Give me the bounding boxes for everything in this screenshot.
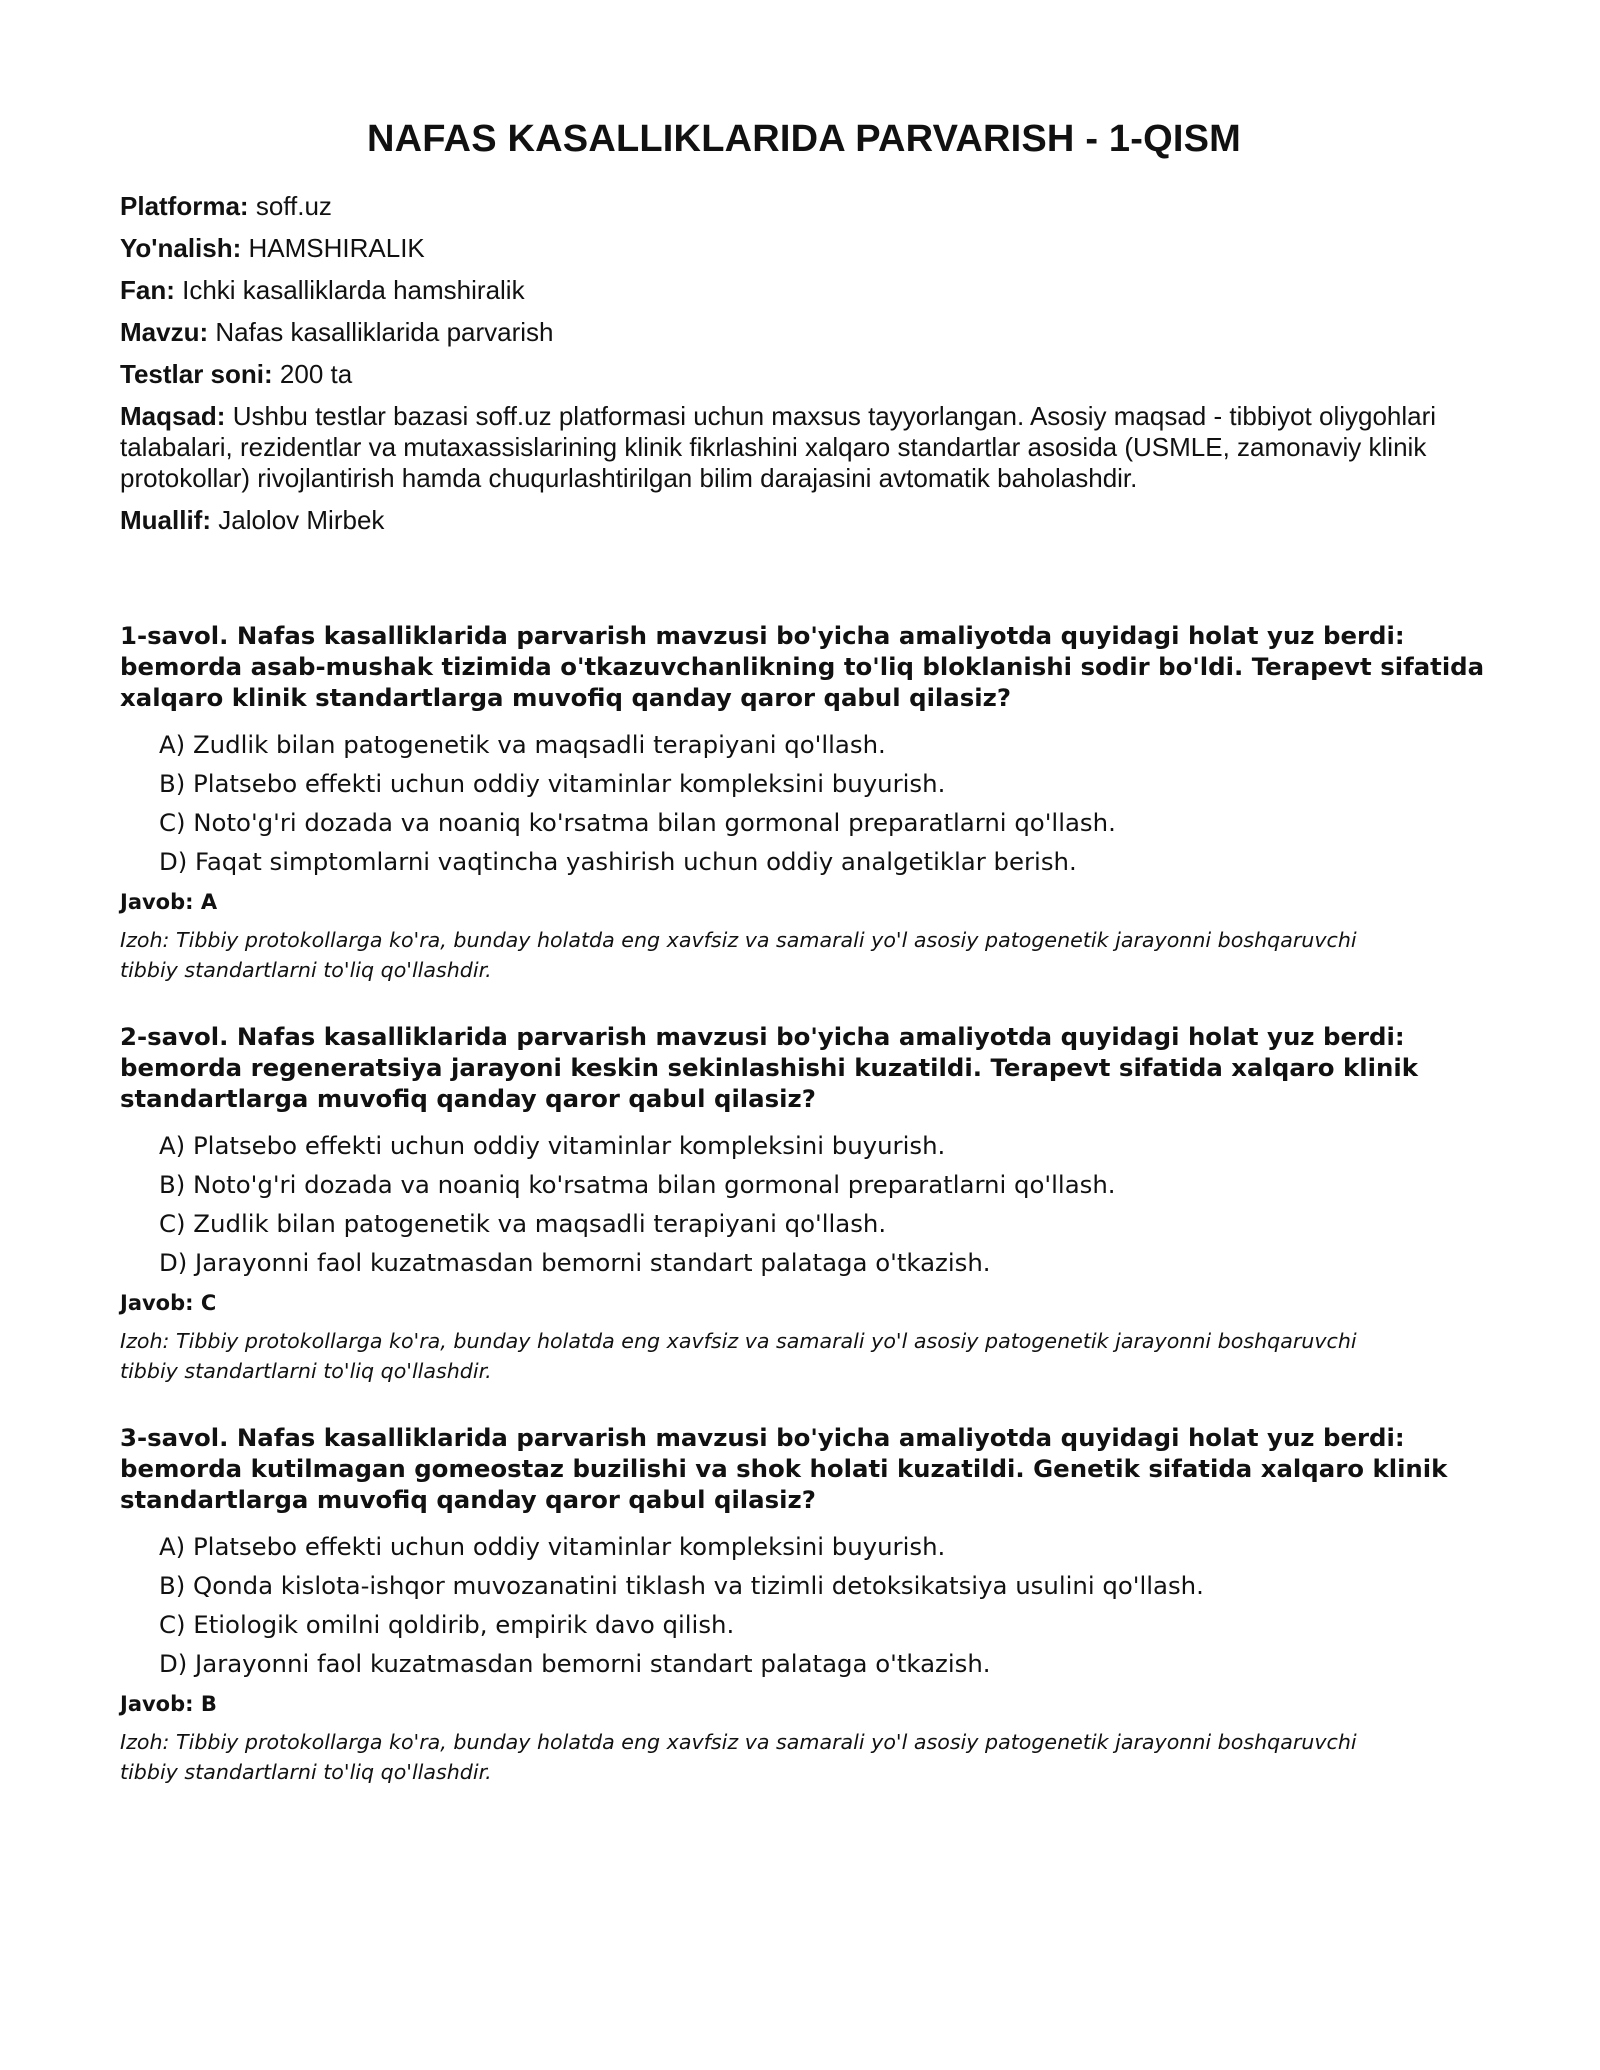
meta-topic <box>120 317 1500 348</box>
meta-value: HAMSHIRALIK <box>248 233 425 263</box>
answer-explanation: Izoh: Tibbiy protokollarga ko'ra, bunday holatda eng xavfsiz va samarali yo'l asosiy patogenetik jarayonni boshqaruvchi tibbiy standartlarni to'liq qo'llashdir. <box>120 1329 1357 1383</box>
question-3 <box>120 1422 1500 1787</box>
question-list <box>120 620 1500 1787</box>
meta-key: Testlar soni: <box>120 359 273 389</box>
option-b: B) Noto'g'ri dozada va noaniq ko'rsatma bilan gormonal preparatlarni qo'llash. <box>159 1170 1116 1199</box>
answer-options <box>120 725 1500 881</box>
meta-author <box>120 505 1500 536</box>
answer-options <box>120 1126 1500 1282</box>
option-a: A) Zudlik bilan patogenetik va maqsadli terapiyani qo'llash. <box>159 730 886 759</box>
question-text: 2-savol. Nafas kasalliklarida parvarish mavzusi bo'yicha amaliyotda quyidagi holat yuz berdi: bemorda regeneratsiya jarayoni keskin sekinlashishi kuzatildi. Terapevt sifatida xalqaro klinik standartlarga muvofiq qanday qaror qabul qilasiz? <box>120 1022 1418 1113</box>
option-d: D) Jarayonni faol kuzatmasdan bemorni standart palataga o'tkazish. <box>159 1649 991 1678</box>
option-c: C) Noto'g'ri dozada va noaniq ko'rsatma bilan gormonal preparatlarni qo'llash. <box>159 808 1116 837</box>
meta-key: Platforma: <box>120 191 249 221</box>
option-b: B) Qonda kislota-ishqor muvozanatini tiklash va tizimli detoksikatsiya usulini qo'llash. <box>159 1571 1204 1600</box>
question-text: 3-savol. Nafas kasalliklarida parvarish mavzusi bo'yicha amaliyotda quyidagi holat yuz berdi: bemorda kutilmagan gomeostaz buzilishi va shok holati kuzatildi. Genetik sifatida xalqaro klinik standartlarga muvofiq qanday qaror qabul qilasiz? <box>120 1423 1448 1514</box>
option-d: D) Faqat simptomlarni vaqtincha yashirish uchun oddiy analgetiklar berish. <box>159 847 1077 876</box>
meta-key: Yo'nalish: <box>120 233 242 263</box>
meta-value: Jalolov Mirbek <box>218 505 385 535</box>
option-d: D) Jarayonni faol kuzatmasdan bemorni standart palataga o'tkazish. <box>159 1248 991 1277</box>
meta-value: 200 ta <box>279 359 353 389</box>
answer-explanation: Izoh: Tibbiy protokollarga ko'ra, bunday holatda eng xavfsiz va samarali yo'l asosiy patogenetik jarayonni boshqaruvchi tibbiy standartlarni to'liq qo'llashdir. <box>120 1730 1357 1784</box>
meta-key: Muallif: <box>120 505 211 535</box>
meta-direction <box>120 233 1500 264</box>
meta-key: Fan: <box>120 275 175 305</box>
answer-key: Javob: B <box>120 1692 217 1716</box>
option-c: C) Zudlik bilan patogenetik va maqsadli terapiyani qo'llash. <box>159 1209 887 1238</box>
document-page <box>120 118 1500 1823</box>
meta-key: Mavzu: <box>120 317 209 347</box>
answer-key: Javob: A <box>120 890 218 914</box>
option-a: A) Platsebo effekti uchun oddiy vitaminlar kompleksini buyurish. <box>159 1532 946 1561</box>
meta-subject <box>120 275 1500 306</box>
meta-value: Nafas kasalliklarida parvarish <box>215 317 554 347</box>
document-meta <box>120 191 1500 536</box>
meta-purpose <box>120 401 1450 494</box>
answer-explanation: Izoh: Tibbiy protokollarga ko'ra, bunday holatda eng xavfsiz va samarali yo'l asosiy patogenetik jarayonni boshqaruvchi tibbiy standartlarni to'liq qo'llashdir. <box>120 928 1357 982</box>
question-text: 1-savol. Nafas kasalliklarida parvarish mavzusi bo'yicha amaliyotda quyidagi holat yuz berdi: bemorda asab-mushak tizimida o'tkazuvchanlikning to'liq bloklanishi sodir bo'ldi. Terapevt sifatida xalqaro klinik standartlarga muvofiq qanday qaror qabul qilasiz? <box>120 621 1485 712</box>
meta-key: Maqsad: <box>120 401 226 431</box>
document-title: NAFAS KASALLIKLARIDA PARVARISH - 1-QISM <box>366 118 1242 160</box>
meta-test-count <box>120 359 1500 390</box>
meta-platform <box>120 191 1500 222</box>
answer-options <box>120 1527 1500 1683</box>
meta-value: Ichki kasalliklarda hamshiralik <box>182 275 525 305</box>
option-b: B) Platsebo effekti uchun oddiy vitaminlar kompleksini buyurish. <box>159 769 946 798</box>
meta-value: soff.uz <box>255 191 332 221</box>
meta-value: Ushbu testlar bazasi soff.uz platformasi uchun maxsus tayyorlangan. Asosiy maqsad - tibbiyot oliygohlari talabalari, rezidentlar va mutaxassislarining klinik fikrlashini xalqaro standartlar asosida (USMLE, zamonaviy klinik protokollar) rivojlantirish hamda chuqurlashtirilgan bilim darajasini avtomatik baholashdir. <box>120 401 1437 493</box>
answer-key: Javob: C <box>120 1291 217 1315</box>
option-c: C) Etiologik omilni qoldirib, empirik davo qilish. <box>159 1610 735 1639</box>
option-a: A) Platsebo effekti uchun oddiy vitaminlar kompleksini buyurish. <box>159 1131 946 1160</box>
question-2 <box>120 1021 1500 1386</box>
question-1 <box>120 620 1500 985</box>
